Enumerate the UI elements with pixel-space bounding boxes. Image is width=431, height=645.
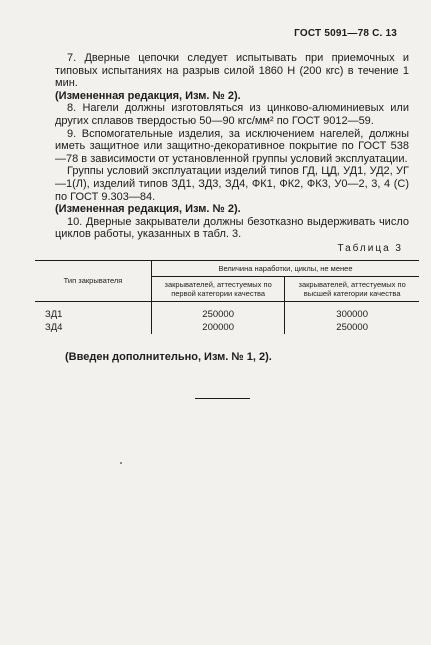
paragraph-7-edit-note: (Измененная редакция, Изм. № 2).: [55, 89, 241, 102]
paragraph-7: 7. Дверные цепочки следует испытывать при приемочных и типовых испытаниях на разрыв силой 1860 Н (200 кгс) в течение 1 мин.: [55, 52, 409, 90]
cell-highest-category: 300000: [285, 301, 419, 321]
table-row: [35, 321, 419, 334]
paragraph-10: 10. Дверные закрыватели должны безотказно выдерживать число циклов работы, указанных в табл. 3.: [55, 215, 409, 241]
paragraph-8: 8. Нагели должны изготовляться из цинково-алюминиевых или других сплавов твердостью 50—90 кгс/мм² по ГОСТ 9012—59.: [55, 102, 409, 127]
cell-first-category: 250000: [152, 301, 285, 321]
table-3: [35, 260, 419, 334]
table-caption: Таблица 3: [337, 242, 403, 254]
column-header-type: Тип закрывателя: [35, 260, 152, 301]
scan-speck: [120, 462, 122, 464]
cell-first-category: 200000: [152, 321, 285, 334]
cell-type: ЗД1: [45, 308, 63, 320]
cell-highest-category: 250000: [285, 321, 419, 334]
paragraph-9-groups: Группы условий эксплуатации изделий типов ГД, ЦД, УД1, УД2, УГ—1(Л), изделий типов ЗД1, ЗД3, ЗД4, ФК1, ФК2, ФК3, У0—2, 3, 4 (С) по ГОСТ 9.303—84.: [55, 165, 409, 203]
paragraph-9: 9. Вспомогательные изделия, за исключением нагелей, должны иметь защитное или защитно-декоративное покрытие по ГОСТ 538—78 в зависимости от установленной группы условий эксплуатации.: [55, 127, 409, 165]
page-header: ГОСТ 5091—78 С. 13: [294, 28, 397, 39]
column-header-first-category: закрывателей, аттестуемых по первой категории качества: [152, 276, 285, 301]
table-row: [35, 301, 419, 321]
footer-note: (Введен дополнительно, Изм. № 1, 2).: [65, 350, 272, 363]
cell-type: ЗД4: [45, 321, 63, 333]
column-header-highest-category: закрывателей, аттестуемых по высшей категории качества: [285, 276, 419, 301]
paragraph-9-edit-note: (Измененная редакция, Изм. № 2).: [55, 203, 241, 216]
section-divider: [195, 398, 250, 399]
column-group-header: Величина наработки, циклы, не менее: [152, 260, 420, 276]
document-body: [45, 52, 409, 363]
